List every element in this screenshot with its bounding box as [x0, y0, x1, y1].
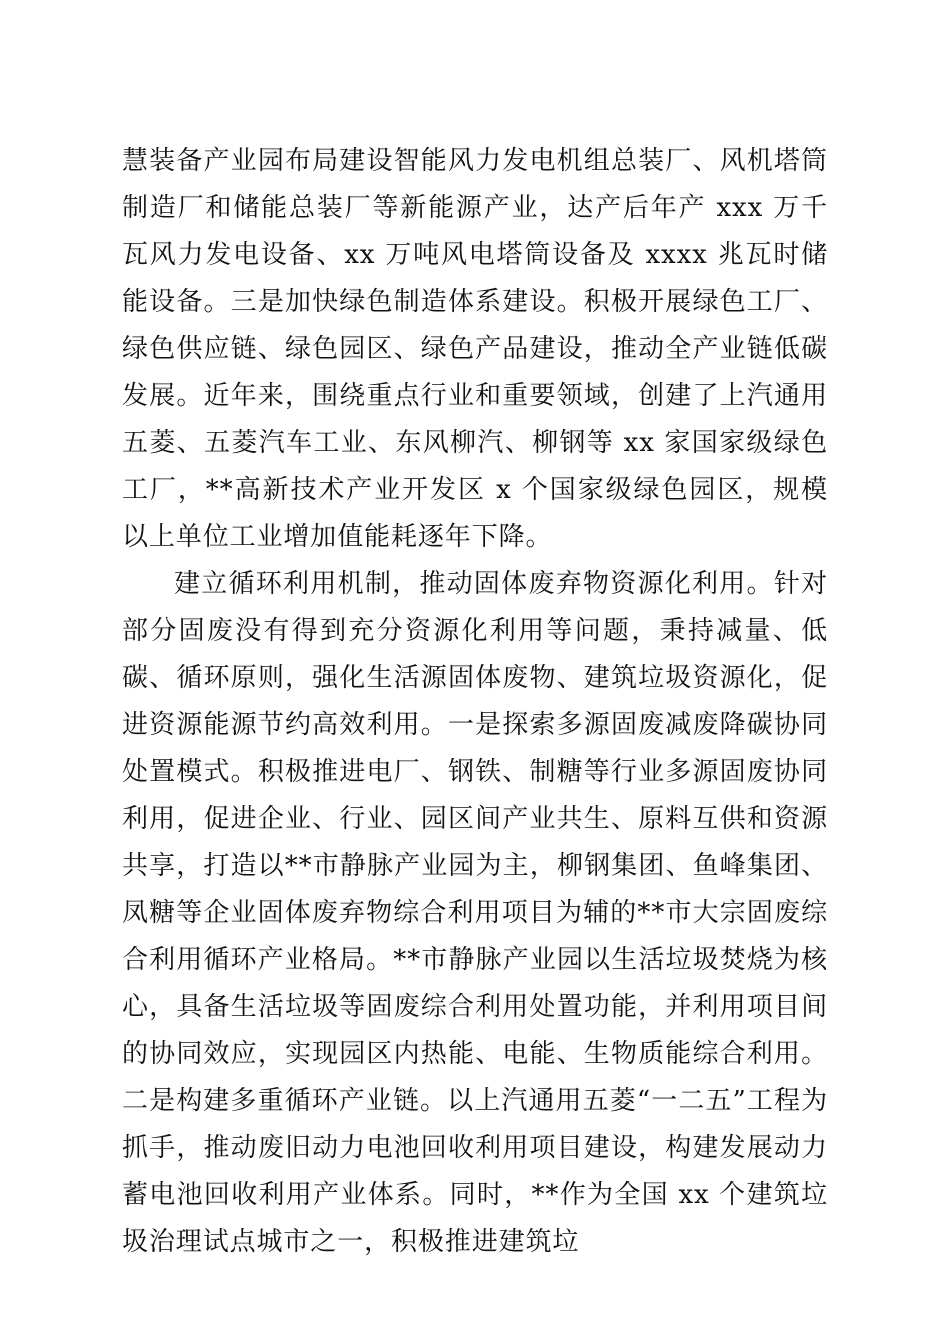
- paragraph-continuation: 慧装备产业园布局建设智能风力发电机组总装厂、风机塔筒制造厂和储能总装厂等新能源产业，达产后年产 xxx 万千瓦风力发电设备、xx 万吨风电塔筒设备及 xxxx 兆瓦时储能设备。三是加快绿色制造体系建设。积极开展绿色工厂、绿色供应链、绿色园区、绿色产品建设，推动全产业链低碳发展。近年来，围绕重点行业和重要领域，创建了上汽通用五菱、五菱汽车工业、东风柳汽、柳钢等 xx 家国家级绿色工厂，**高新技术产业开发区 x 个国家级绿色园区，规模以上单位工业增加值能耗逐年下降。: [122, 146, 828, 552]
- body-text: [122, 138, 828, 1266]
- paragraph-recycling-mechanism: 建立循环利用机制，推动固体废弃物资源化利用。针对部分固废没有得到充分资源化利用等问题，秉持减量、低碳、循环原则，强化生活源固体废物、建筑垃圾资源化，促进资源能源节约高效利用。一是探索多源固废减废降碳协同处置模式。积极推进电厂、钢铁、制糖等行业多源固废协同利用，促进企业、行业、园区间产业共生、原料互供和资源共享，打造以**市静脉产业园为主，柳钢集团、鱼峰集团、凤糖等企业固体废弃物综合利用项目为辅的**市大宗固废综合利用循环产业格局。**市静脉产业园以生活垃圾焚烧为核心，具备生活垃圾等固废综合利用处置功能，并利用项目间的协同效应，实现园区内热能、电能、生物质能综合利用。二是构建多重循环产业链。以上汽通用五菱“一二五”工程为抓手，推动废旧动力电池回收利用项目建设，构建发展动力蓄电池回收利用产业体系。同时，**作为全国 xx 个建筑垃圾治理试点城市之一，积极推进建筑垃: [122, 569, 828, 1257]
